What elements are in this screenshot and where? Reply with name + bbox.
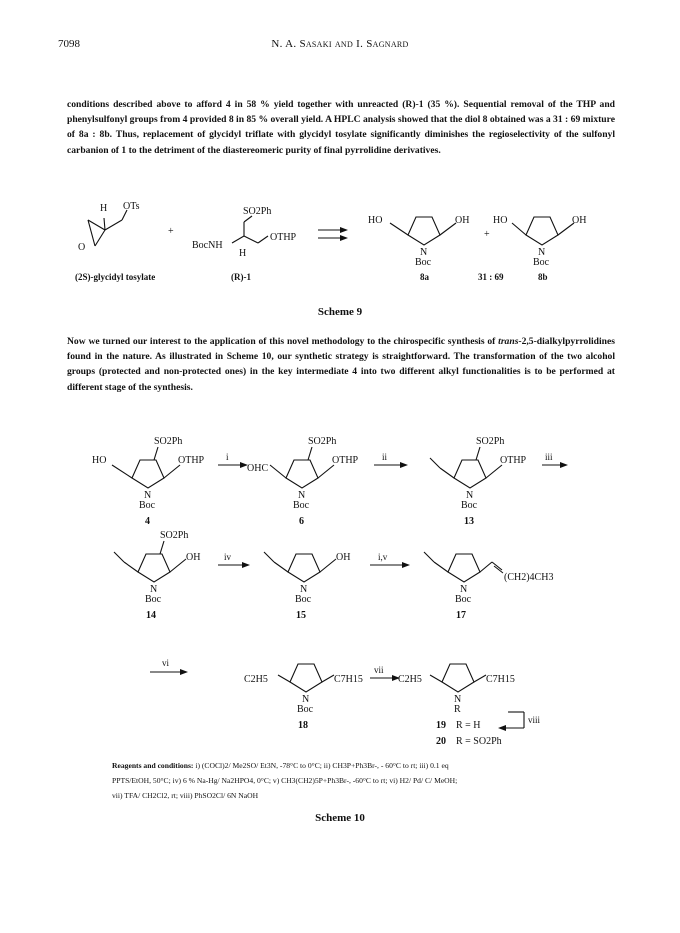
group-so2ph-14: SO2Ph <box>160 530 189 541</box>
running-header-authors: N. A. Sasaki and I. Sagnard <box>271 38 409 50</box>
group-bocnh: BocNH <box>192 240 223 251</box>
atom-n-18: N <box>302 694 310 705</box>
label-glycidyl-tosylate: (2S)-glycidyl tosylate <box>75 272 156 282</box>
group-ho-4: HO <box>92 455 107 466</box>
step-iii: iii <box>545 452 553 462</box>
scheme-10-drawing <box>0 420 680 750</box>
atom-n-6: N <box>298 490 306 501</box>
label-14: 14 <box>146 610 156 621</box>
atom-n-19: N <box>454 694 462 705</box>
group-ohc-6: OHC <box>247 463 269 474</box>
group-r: R <box>454 704 461 715</box>
paragraph-2: Now we turned our interest to the application of this novel methodology to the chirospecific synthesis of trans-2,5-dialkylpyrrolidines found in the nature. As illustrated in Scheme 10, our synthetic strategy is straightforward. The transformation of the two alcohol groups (protected and non-protected ones) in the key intermediate 4 into two different alkyl functionalities is to be performed at different stage of the synthesis. <box>67 336 615 393</box>
group-oh-15: OH <box>336 552 351 563</box>
label-4: 4 <box>145 516 150 527</box>
group-so2ph-6: SO2Ph <box>308 436 337 447</box>
step-vii: vii <box>374 665 384 675</box>
group-boc: Boc <box>415 257 432 268</box>
label-6: 6 <box>299 516 304 527</box>
label-13: 13 <box>464 516 474 527</box>
label-19: 19 <box>436 720 446 731</box>
atom-n-2: N <box>538 247 546 258</box>
group-ho: HO <box>368 215 383 226</box>
label-20: 20 <box>436 736 446 747</box>
label-r1: (R)-1 <box>231 272 251 282</box>
group-boc-13: Boc <box>461 500 478 511</box>
group-oh-2: OH <box>572 215 587 226</box>
group-boc-15: Boc <box>295 594 312 605</box>
label-18: 18 <box>298 720 308 731</box>
plus-sign-1: + <box>168 226 174 237</box>
reagents-line-3: vii) TFA/ CH2Cl2, rt; viii) PhSO2Cl/ 6N NaOH <box>112 791 259 800</box>
group-boc-2: Boc <box>533 257 550 268</box>
scheme-9-caption: Scheme 9 <box>317 306 363 318</box>
atom-n-4: N <box>144 490 152 501</box>
atom-n-17: N <box>460 584 468 595</box>
atom-n-14: N <box>150 584 158 595</box>
scheme-9-drawing <box>0 190 680 290</box>
group-ots: OTs <box>123 201 140 212</box>
label-17: 17 <box>456 610 466 621</box>
group-c2h5-18: C2H5 <box>244 674 268 685</box>
label-ratio: 31 : 69 <box>478 272 504 282</box>
reagents-line-2: PPTS/EtOH, 50°C; iv) 6 % Na-Hg/ Na2HPO4, 0°C; v) CH3(CH2)5P+Ph3Br-, -60°C to rt; vi) H2/ Pd/ C/ MeOH; <box>112 776 458 785</box>
label-8b: 8b <box>538 272 548 282</box>
group-c2h5-19: C2H5 <box>398 674 422 685</box>
step-viii: viii <box>528 715 541 725</box>
label-r-h: R = H <box>456 720 481 731</box>
group-othp-4: OTHP <box>178 455 205 466</box>
group-c7h15-18: C7H15 <box>334 674 363 685</box>
group-c7h15-19: C7H15 <box>486 674 515 685</box>
step-i-v: i,v <box>378 552 388 562</box>
plus-sign-2: + <box>484 229 490 240</box>
atom-h: H <box>100 203 108 214</box>
step-vi: vi <box>162 658 170 668</box>
label-r-so2ph: R = SO2Ph <box>456 736 502 747</box>
group-boc-18: Boc <box>297 704 314 715</box>
step-iv: iv <box>224 552 232 562</box>
atom-h-2: H <box>239 248 247 259</box>
group-boc-17: Boc <box>455 594 472 605</box>
group-so2ph: SO2Ph <box>243 206 272 217</box>
scheme-10-caption: Scheme 10 <box>315 812 365 824</box>
paragraph-1: conditions described above to afford 4 in 58 % yield together with unreacted (R)-1 (35 %). Sequential removal of the THP and phenylsulfonyl groups from 4 provided 8 in 85 % overall yield. A HPLC analysis showed that the diol 8 obtained was a 31 : 69 mixture of 8a : 8b. Thus, replacement of glycidyl triflate with glycidyl tosylate significantly diminishes the regioselectivity of the sulfonyl carbanion of 1 to the detriment of the diastereomeric purity of final pyrrolidine derivatives. <box>67 99 615 156</box>
atom-n: N <box>420 247 428 258</box>
group-othp-6: OTHP <box>332 455 359 466</box>
page-number: 7098 <box>58 38 80 50</box>
step-i: i <box>226 452 229 462</box>
group-so2ph-13: SO2Ph <box>476 436 505 447</box>
group-oh: OH <box>455 215 470 226</box>
group-boc-14: Boc <box>145 594 162 605</box>
atom-n-13: N <box>466 490 474 501</box>
atom-o: O <box>78 242 86 253</box>
reagents-line-1: Reagents and conditions: i) (COCl)2/ Me2SO/ Et3N, -78°C to 0°C; ii) CH3P+Ph3Br-, - 60°C to rt; iii) 0.1 eq <box>112 761 449 770</box>
group-boc-4: Boc <box>139 500 156 511</box>
atom-n-15: N <box>300 584 308 595</box>
group-boc-6: Boc <box>293 500 310 511</box>
label-15: 15 <box>296 610 306 621</box>
group-ho-2: HO <box>493 215 508 226</box>
group-oh-14: OH <box>186 552 201 563</box>
step-ii: ii <box>382 452 388 462</box>
group-othp-13: OTHP <box>500 455 527 466</box>
group-pentyl-chain: (CH2)4CH3 <box>504 572 554 583</box>
label-8a: 8a <box>420 272 429 282</box>
reagents-and-conditions <box>112 758 582 803</box>
group-othp: OTHP <box>270 232 297 243</box>
group-so2ph-4: SO2Ph <box>154 436 183 447</box>
